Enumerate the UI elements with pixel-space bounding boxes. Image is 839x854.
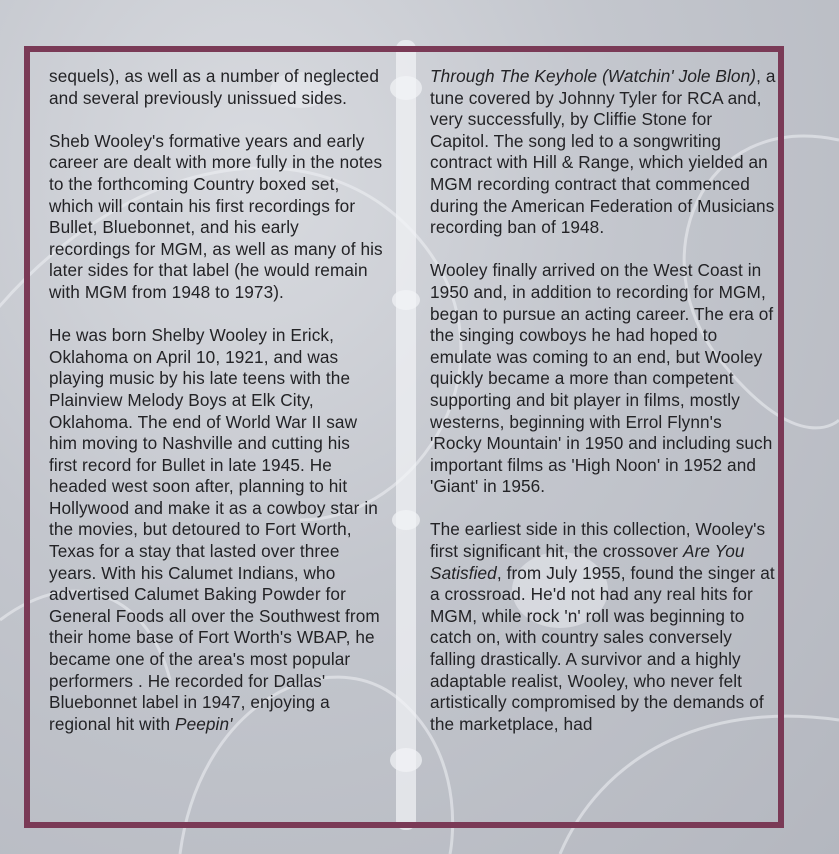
right-paragraph-1-italic: Through The Keyhole (Watchin' Jole Blon): [430, 66, 757, 86]
right-paragraph-1: [430, 66, 776, 239]
left-paragraph-1: sequels), as well as a number of neglected and several previously unissued sides.: [49, 66, 379, 108]
right-paragraph-3-before: The earliest side in this collection, Wooley's first significant hit, the crossover: [430, 519, 766, 562]
right-paragraph-3-italic: Are You Satisfied: [430, 541, 745, 583]
left-column: [49, 66, 383, 735]
left-paragraph-3: [49, 325, 383, 735]
left-paragraph-3-text: He was born Shelby Wooley in Erick, Oklahoma on April 10, 1921, and was playing music by his late teens with the Plainview Melody Boys at Elk City, Oklahoma. The end of World War II saw him moving to Nashville and cutting his first record for Bullet in late 1945. He headed west soon after, planning to hit Hollywood and make it as a cowboy star in the movies, but detoured to Fort Worth, Texas for a stay that lasted over three years. With his Calumet Indians, who advertised Calumet Baking Powder for General Foods all over the Southwest from their home base of Fort Worth's WBAP, he became one of the area's most popular performers . He recorded for Dallas' Bluebonnet label in 1947, enjoying a regional hit with: [49, 325, 380, 734]
left-paragraph-2: Sheb Wooley's formative years and early career are dealt with more fully in the notes to the forthcoming Country boxed set, which will contain his first recordings for Bullet, Bluebonnet, and his early recordings for MGM, as well as many of his later sides for that label (he would remain with MGM from 1948 to 1973).: [49, 130, 383, 302]
right-paragraph-3-after: , from July 1955, found the singer at a crossroad. He'd not had any real hits for MGM, while rock 'n' roll was beginning to catch on, with country sales conversely falling drastically. A survivor and a highly adaptable realist, Wooley, who never felt artistically compromised by the demands of the marketplace, had: [430, 562, 775, 734]
right-paragraph-1-text: , a tune covered by Johnny Tyler for RCA and, very successfully, by Cliffie Stone for Capitol. The song led to a songwriting contract with Hill & Range, which yielded an MGM recording contract that commenced during the American Federation of Musicians recording ban of 1948.: [430, 66, 776, 238]
left-paragraph-3-italic: Peepin': [175, 713, 233, 734]
right-paragraph-3: [430, 519, 776, 735]
right-paragraph-2: Wooley finally arrived on the West Coast in 1950 and, in addition to recording for MGM, began to pursue an acting career. The era of the singing cowboys he had hoped to emulate was coming to an end, but Wooley quickly became a more than competent supporting and bit player in films, mostly westerns, beginning with Errol Flynn's 'Rocky Mountain' in 1950 and including such important films as 'High Noon' in 1952 and 'Giant' in 1956.: [430, 260, 774, 497]
right-column: [430, 66, 776, 735]
